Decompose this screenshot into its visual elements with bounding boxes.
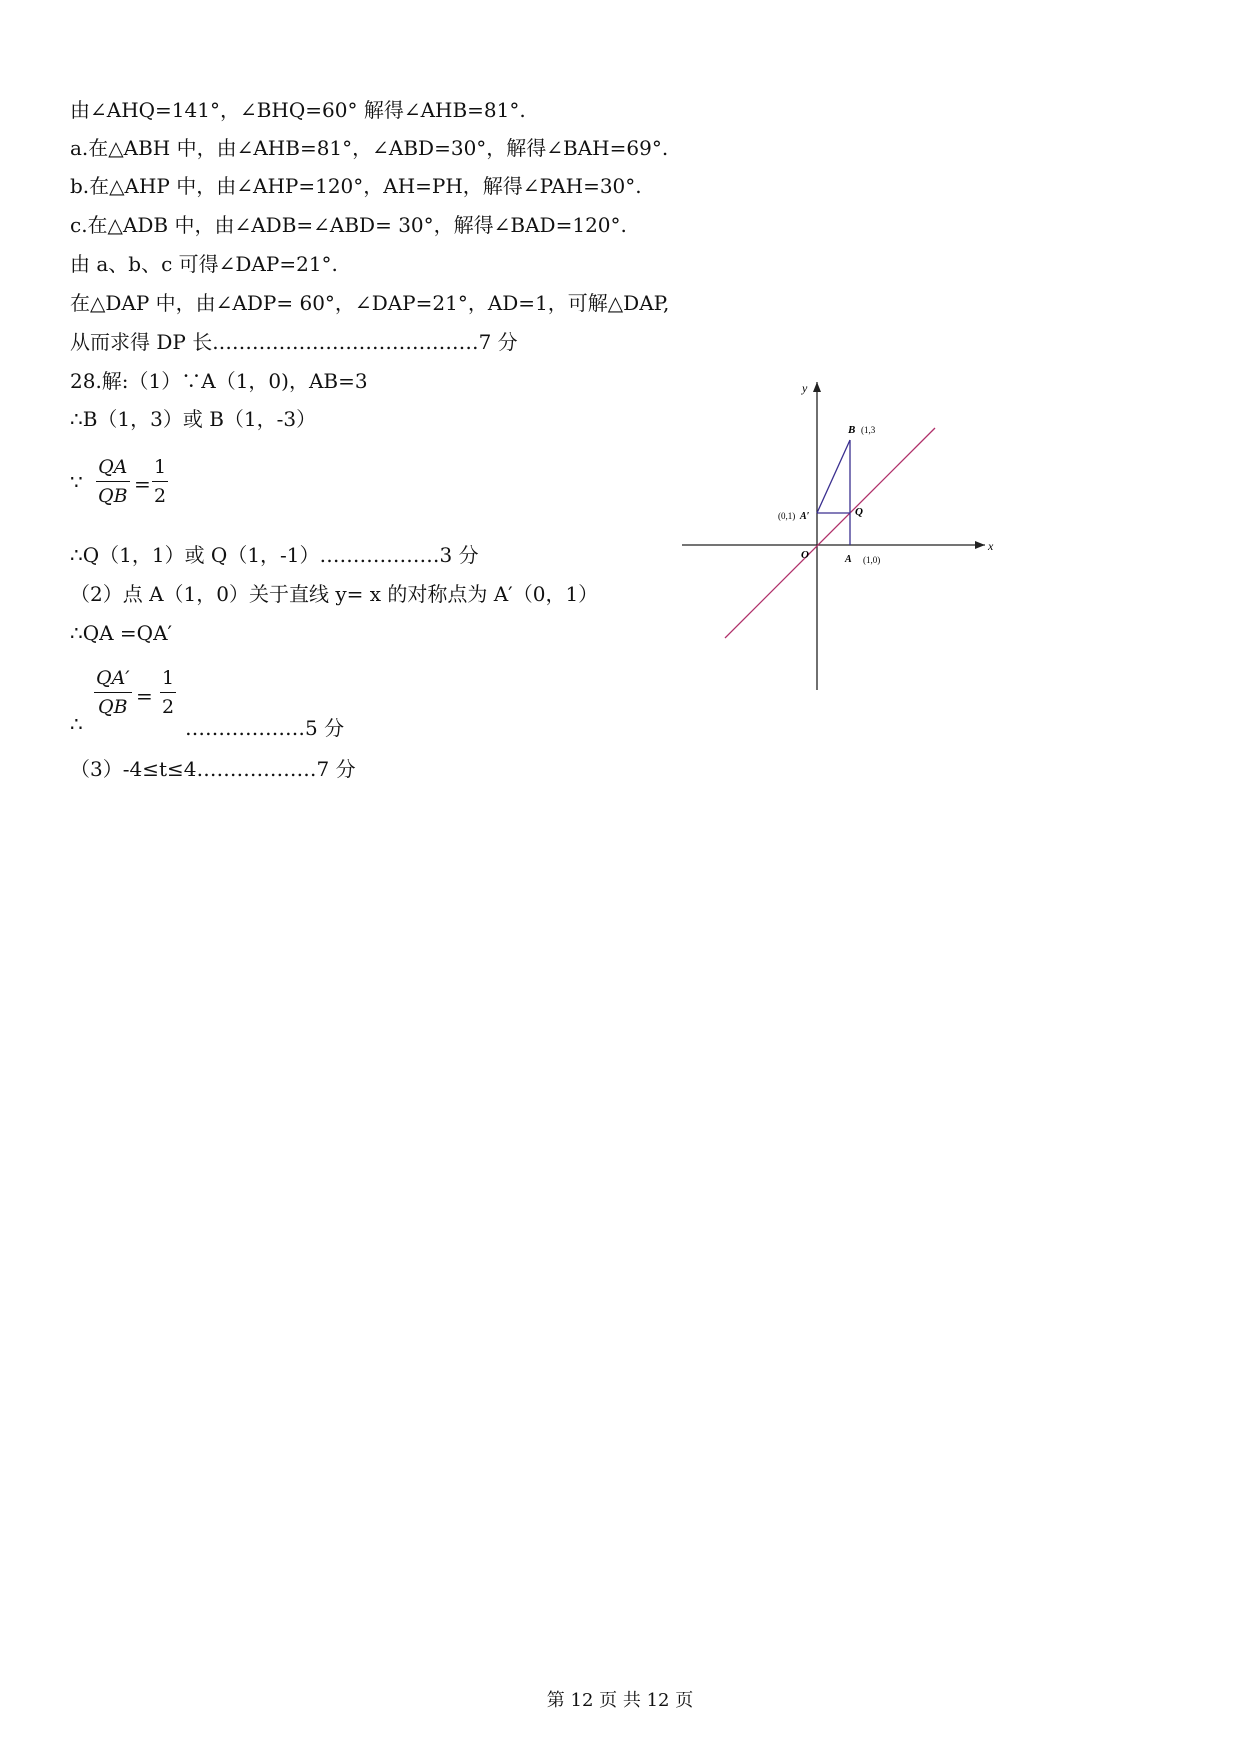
fraction-denominator: 2 — [154, 485, 167, 507]
fraction-denominator: 2 — [162, 696, 175, 718]
x-axis-arrow — [975, 541, 985, 549]
fraction-numerator: 1 — [162, 667, 175, 689]
y-axis-arrow — [813, 382, 821, 392]
fraction-bar — [96, 481, 130, 482]
text-line-6: 在△DAP 中，由∠ADP= 60°，∠DAP=21°，AD=1，可解△DAP, — [70, 291, 670, 315]
text-line-part2: （2）点 A（1，0）关于直线 y= x 的对称点为 A′（0，1） — [70, 582, 599, 606]
point-b-coord: (1,3 — [861, 425, 876, 435]
text-line-4: c.在△ADB 中，由∠ADB=∠ABD= 30°，解得∠BAD=120°. — [70, 213, 627, 237]
segment-aprime-b — [817, 440, 850, 513]
text-line-3: b.在△AHP 中，由∠AHP=120°，AH=PH，解得∠PAH=30°. — [70, 174, 642, 198]
fraction-qaprime-qb — [94, 667, 132, 718]
therefore-symbol: ∴ — [70, 712, 83, 736]
because-symbol: ∵ — [70, 470, 83, 494]
page-footer: 第 12 页 共 12 页 — [546, 1690, 694, 1711]
line-y-equals-x — [725, 428, 935, 638]
fraction-denominator: QB — [98, 696, 128, 718]
text-line-2: a.在△ABH 中，由∠AHB=81°，∠ABD=30°，解得∠BAH=69°. — [70, 136, 669, 160]
point-aprime-label: A′ — [800, 511, 810, 522]
point-aprime-coord: (0,1) — [778, 511, 796, 521]
point-a-coord: (1,0) — [863, 555, 881, 565]
fraction-numerator: QA′ — [96, 667, 130, 689]
equals-sign: = — [136, 684, 153, 708]
text-line-qa: ∴QA =QA′ — [70, 621, 173, 645]
text-line-7: 从而求得 DP 长.…………………………………7 分 — [70, 330, 518, 354]
text-line-1: 由∠AHQ=141°，∠BHQ=60° 解得∠AHB=81°. — [70, 98, 526, 122]
fraction-bar — [152, 481, 168, 482]
point-q-label: Q — [855, 506, 863, 518]
text-line-part3: （3）-4≤t≤4………………7 分 — [70, 757, 356, 781]
point-b-label: B — [848, 424, 856, 436]
text-line-8: 28.解:（1）∵A（1，0)，AB=3 — [70, 369, 368, 393]
fraction-one-half — [152, 456, 168, 507]
equals-sign: = — [134, 472, 151, 496]
origin-label: O — [801, 549, 809, 561]
fraction-bar — [160, 692, 176, 693]
fraction-one-half — [160, 667, 176, 718]
point-a-label: A — [845, 554, 852, 565]
text-line-q: ∴Q（1，1）或 Q（1，-1）………………3 分 — [70, 543, 479, 567]
text-line-5: 由 a、b、c 可得∠DAP=21°. — [70, 252, 338, 276]
y-axis-label: y — [802, 381, 808, 395]
fraction-numerator: QA — [98, 456, 128, 478]
fraction-numerator: 1 — [154, 456, 167, 478]
x-axis-label: x — [988, 539, 994, 553]
score-note: ………………5 分 — [185, 716, 345, 740]
fraction-bar — [94, 692, 132, 693]
fraction-qa-qb — [96, 456, 130, 507]
coordinate-graph — [680, 380, 1000, 700]
fraction-denominator: QB — [98, 485, 128, 507]
text-line-9: ∴B（1，3）或 B（1，-3） — [70, 407, 317, 431]
